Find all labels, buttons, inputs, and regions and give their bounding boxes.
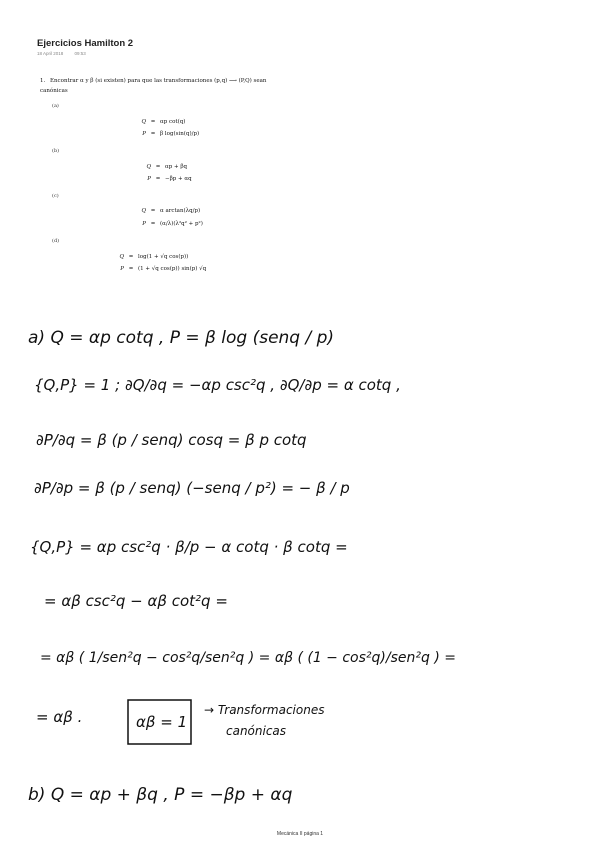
hand-note-transformaciones: → Transformaciones <box>204 703 325 717</box>
hand-line-dpdp: ∂P/∂p = β (p / senq) (−senq / p²) = − β / p <box>34 479 350 497</box>
hand-note-canonicas: canónicas <box>226 724 287 738</box>
hand-line-result: = αβ . <box>36 708 83 726</box>
eq-rhs: αp cot(q) <box>160 119 186 125</box>
hand-line-dpdq: ∂P/∂q = β (p / senq) cosq = β p cotq <box>36 431 307 449</box>
eq-lhs: P <box>147 176 151 182</box>
hand-line-poisson-2: {Q,P} = αp csc²q · β/p − α cotq · β cotq = <box>30 538 348 556</box>
hand-line-step-1: = αβ csc²q − αβ cot²q = <box>44 592 228 610</box>
hand-line-poisson-1: {Q,P} = 1 ; ∂Q/∂q = −αp csc²q , ∂Q/∂p = α cotq , <box>34 376 401 394</box>
eq-rhs: αp + βq <box>165 164 188 170</box>
eq-lhs: Q <box>141 119 146 125</box>
eq-rhs: α arctan(λq/p) <box>160 208 201 214</box>
eq-rel: = <box>155 164 161 170</box>
part-c-label: (c) <box>52 193 59 199</box>
part-a-label: (a) <box>52 103 59 109</box>
page-footer: Mecánica II página 1 <box>276 831 324 837</box>
eq-rhs: −βp + αq <box>165 176 192 182</box>
eq-lhs: P <box>142 221 146 227</box>
eq-rhs: (α/λ)(λ²q² + p²) <box>160 221 203 227</box>
eq-lhs: P <box>142 131 146 137</box>
eq-rel: = <box>150 119 156 125</box>
problem-number: 1. <box>40 78 46 84</box>
eq-rel: = <box>128 266 134 272</box>
page-title: Ejercicios Hamilton 2 <box>37 38 134 49</box>
eq-lhs: Q <box>141 208 146 214</box>
eq-rhs: (1 + √q cos(p)) sin(p) √q <box>138 266 207 272</box>
eq-lhs: Q <box>119 254 124 260</box>
hand-line-part-b: b) Q = αp + βq , P = −βp + αq <box>28 785 293 805</box>
part-d-label: (d) <box>52 238 60 244</box>
eq-rel: = <box>150 221 156 227</box>
hand-line-part-a: a) Q = αp cotq , P = β log (senq / p) <box>28 328 335 348</box>
hand-line-step-2: = αβ ( 1/sen²q − cos²q/sen²q ) = αβ ( (1 − cos²q)/sen²q ) = <box>40 650 456 666</box>
part-b-label: (b) <box>52 148 60 154</box>
page-date: 18 April 2018 <box>37 51 64 56</box>
problem-text: Encontrar α y β (si existen) para que las transformaciones (p,q) ⟶ (P,Q) sean canónicas <box>40 78 267 94</box>
eq-rel: = <box>155 176 161 182</box>
eq-rhs: β log(sin(q)/p) <box>160 131 200 137</box>
eq-lhs: P <box>120 266 124 272</box>
eq-rel: = <box>150 131 156 137</box>
eq-rel: = <box>150 208 156 214</box>
hand-boxed-result: αβ = 1 <box>136 713 188 731</box>
eq-rhs: log(1 + √q cos(p)) <box>138 254 189 260</box>
page-time: 09:53 <box>74 51 86 56</box>
eq-lhs: Q <box>146 164 151 170</box>
eq-rel: = <box>128 254 134 260</box>
